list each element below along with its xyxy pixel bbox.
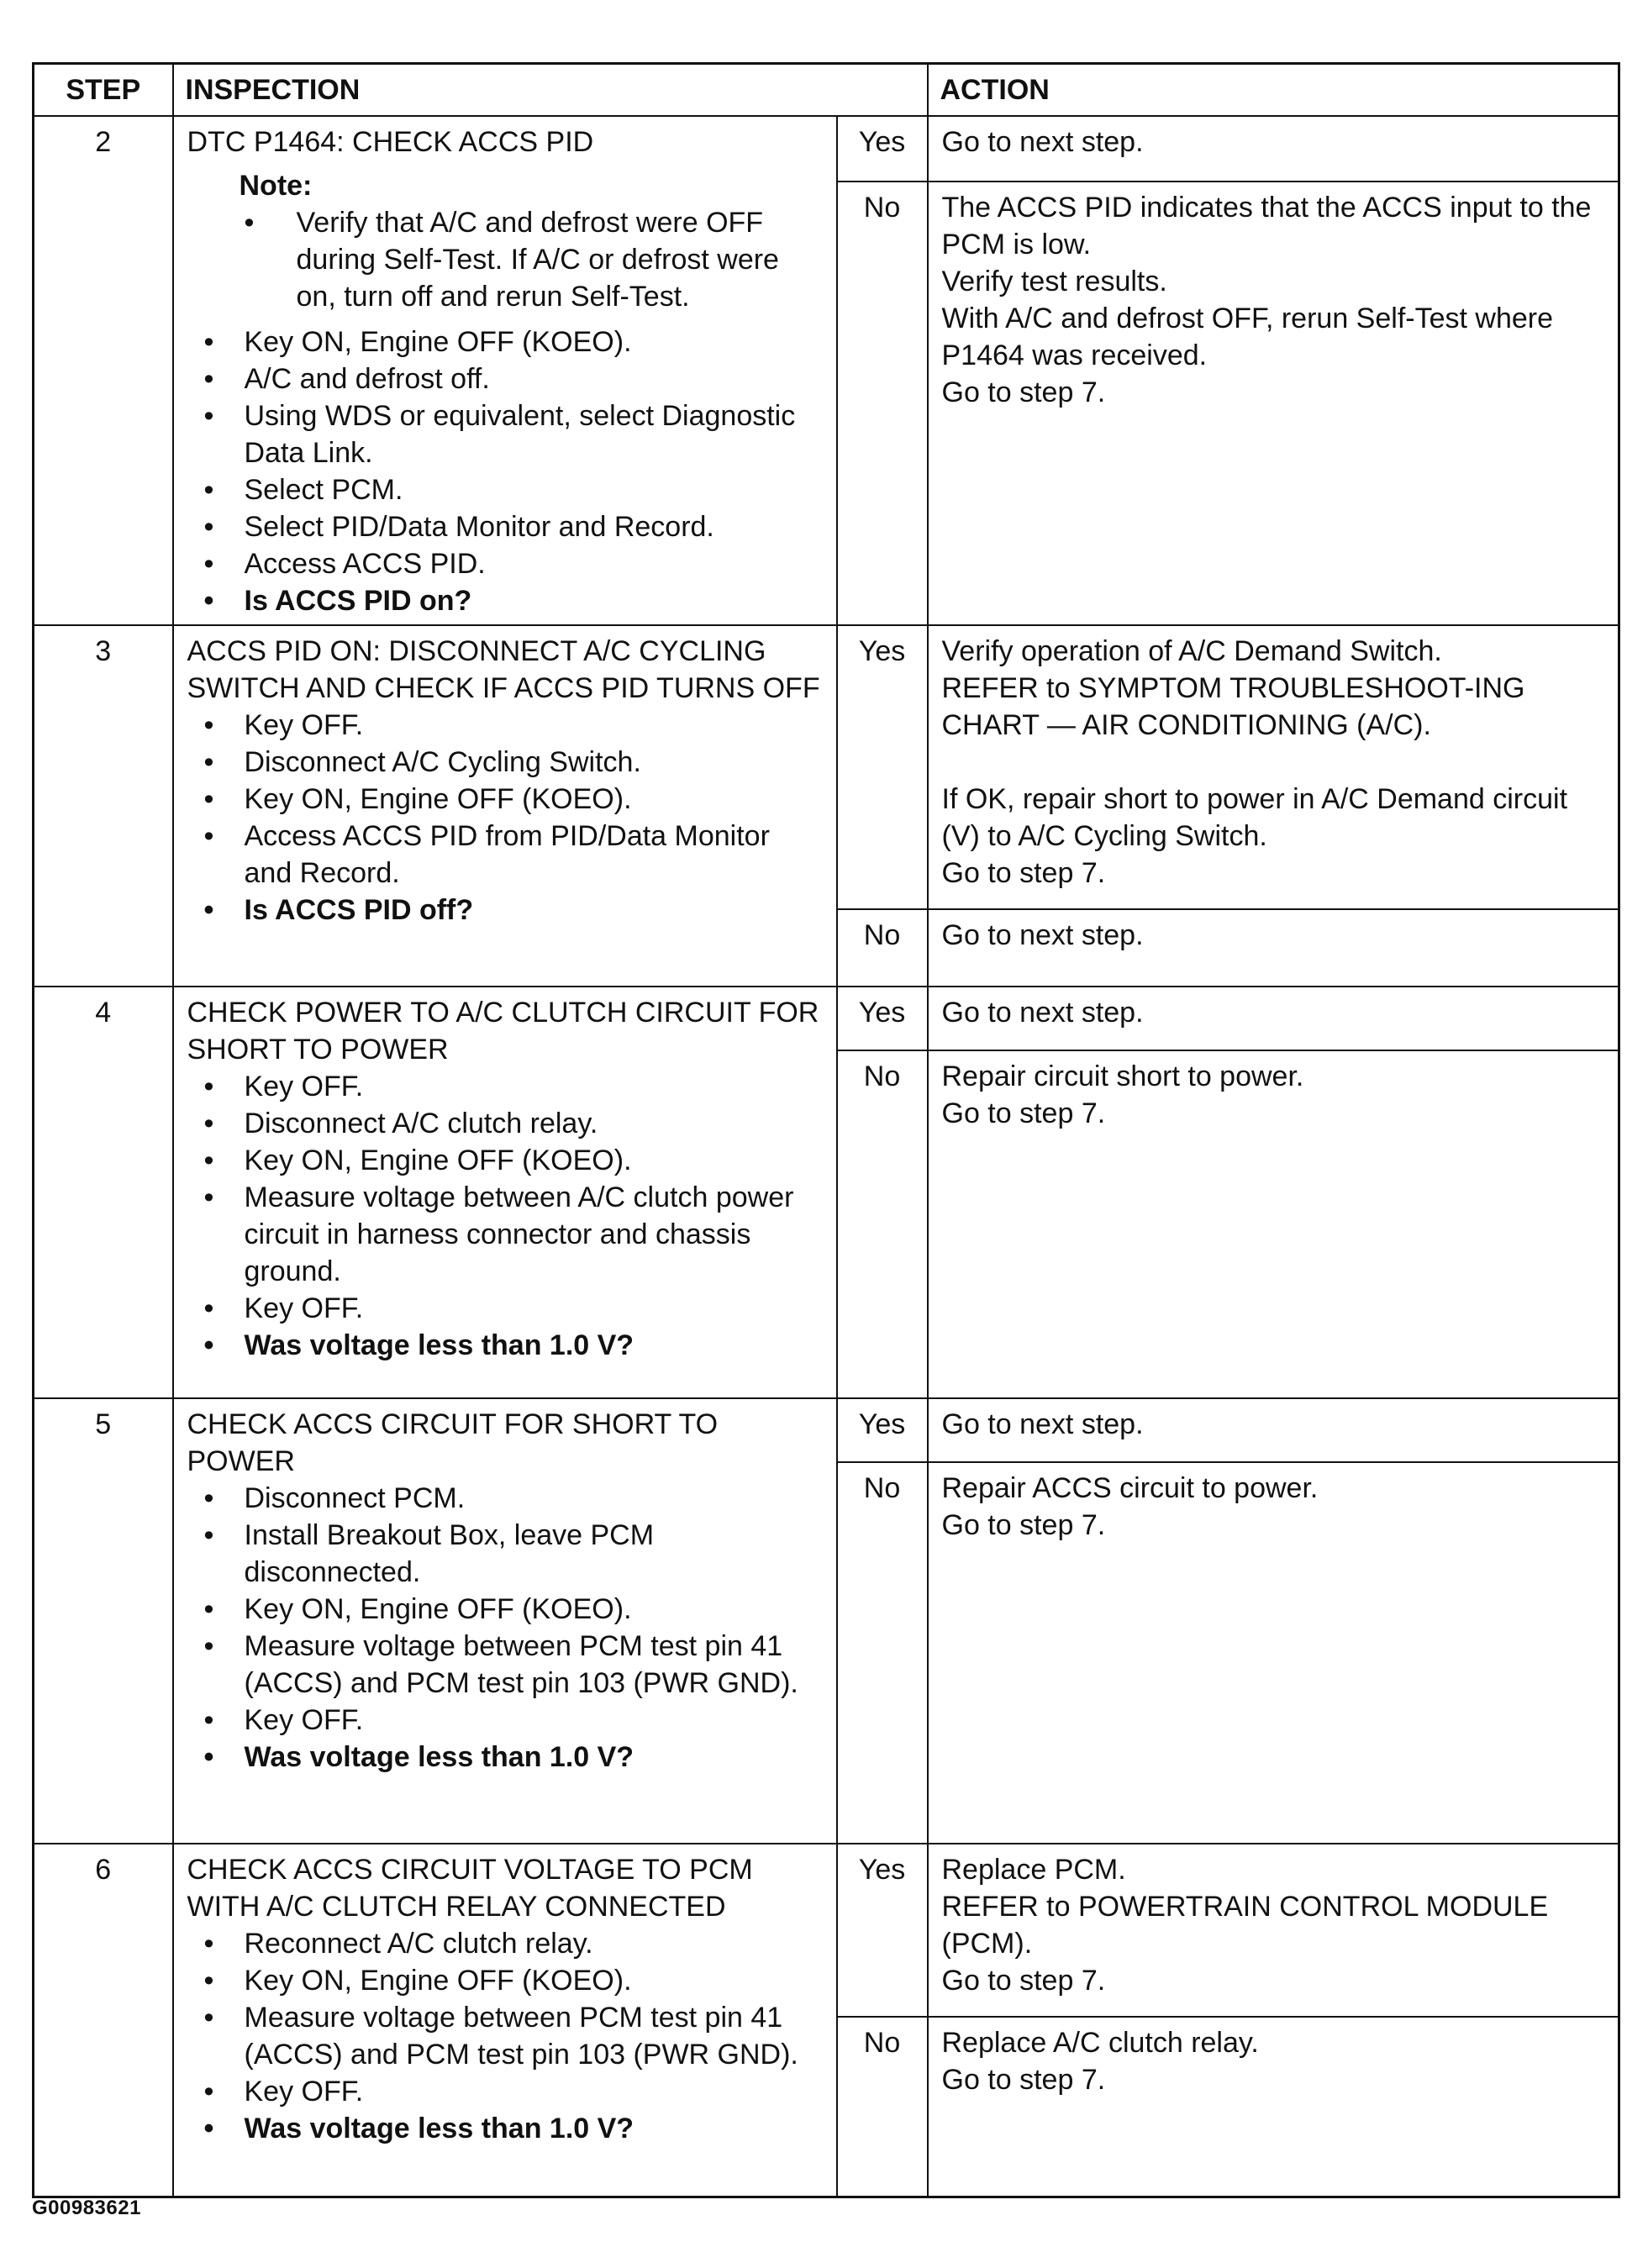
action-line: Replace PCM. (941, 1854, 1126, 1886)
procedure-item: • Select PCM. (187, 471, 824, 508)
decision-question: • Is ACCS PID off? (187, 892, 824, 929)
action-line: Go to step 7. (941, 2064, 1106, 2096)
action-line: Go to next step. (941, 126, 1144, 158)
procedure-item: • Key ON, Engine OFF (KOEO). (187, 1142, 824, 1179)
procedure-list (187, 324, 824, 619)
no-action (928, 2017, 1619, 2197)
decision-question: • Was voltage less than 1.0 V? (187, 1739, 824, 1776)
no-action (928, 1050, 1619, 1398)
procedure-item: • Disconnect A/C clutch relay. (187, 1105, 824, 1142)
action-line: REFER to SYMPTOM TROUBLESHOOT-ING CHART — AIR CONDITIONING (A/C). (941, 672, 1525, 741)
step-number: 6 (34, 1844, 173, 2197)
yes-action (928, 1844, 1619, 2017)
no-label: No (837, 182, 928, 625)
action-line: Go to step 7. (941, 1097, 1106, 1129)
step-5-inspection (173, 1398, 837, 1844)
yes-label: Yes (837, 987, 928, 1050)
step-6-yes-row (34, 1844, 1619, 2017)
procedure-item: • Measure voltage between PCM test pin 41 (ACCS) and PCM test pin 103 (PWR GND). (187, 1628, 824, 1702)
decision-question: • Is ACCS PID on? (187, 582, 824, 619)
step-2-inspection (173, 116, 837, 625)
procedure-item: • Key OFF. (187, 2073, 824, 2110)
yes-label: Yes (837, 116, 928, 182)
action-line: The ACCS PID indicates that the ACCS input to the PCM is low. (941, 191, 1592, 260)
step-4-yes-row (34, 987, 1619, 1050)
action-line: Replace A/C clutch relay. (941, 2027, 1259, 2059)
yes-label: Yes (837, 1844, 928, 2017)
procedure-item: • Key OFF. (187, 1068, 824, 1105)
action-line: Go to step 7. (941, 1509, 1106, 1541)
diagnostic-table-page (32, 62, 1620, 2198)
procedure-item: • Disconnect A/C Cycling Switch. (187, 744, 824, 781)
step-5-yes-row (34, 1398, 1619, 1462)
action-line: Verify operation of A/C Demand Switch. (941, 635, 1442, 667)
procedure-item: • Key OFF. (187, 1702, 824, 1739)
step-6-inspection (173, 1844, 837, 2197)
procedure-item: • Key OFF. (187, 707, 824, 744)
procedure-item: • Key OFF. (187, 1290, 824, 1327)
no-action (928, 1462, 1619, 1844)
action-spacer (942, 744, 1607, 781)
figure-id: G00983621 (32, 2197, 141, 2219)
note-block (240, 167, 824, 315)
yes-action (928, 116, 1619, 182)
yes-action (928, 1398, 1619, 1462)
action-line: Go to next step. (941, 997, 1144, 1029)
decision-question: • Was voltage less than 1.0 V? (187, 1327, 824, 1364)
action-line: REFER to POWERTRAIN CONTROL MODULE (PCM). (941, 1891, 1549, 1960)
procedure-item: • Measure voltage between PCM test pin 41 (ACCS) and PCM test pin 103 (PWR GND). (187, 1999, 824, 2073)
action-line: With A/C and defrost OFF, rerun Self-Test where P1464 was received. (941, 302, 1553, 371)
yes-label: Yes (837, 1398, 928, 1462)
no-label: No (837, 909, 928, 987)
note-item: • Verify that A/C and defrost were OFF during Self-Test. If A/C or defrost were on, turn off and rerun Self-Test. (240, 204, 824, 315)
step-2-yes-row (34, 116, 1619, 182)
no-action (928, 182, 1619, 625)
action-line: If OK, repair short to power in A/C Demand circuit (V) to A/C Cycling Switch. (941, 783, 1568, 852)
yes-action (928, 625, 1619, 909)
header-inspection: INSPECTION (173, 64, 928, 117)
action-line: Go to step 7. (941, 1965, 1106, 1997)
step-title: DTC P1464: CHECK ACCS PID (187, 126, 594, 158)
no-label: No (837, 1050, 928, 1398)
procedure-item: • Key ON, Engine OFF (KOEO). (187, 324, 824, 360)
procedure-list (187, 707, 824, 929)
procedure-item: • Select PID/Data Monitor and Record. (187, 508, 824, 545)
procedure-item: • A/C and defrost off. (187, 360, 824, 397)
procedure-list (187, 1068, 824, 1364)
step-number: 5 (34, 1398, 173, 1844)
action-line: Verify test results. (941, 265, 1167, 297)
action-line: Go to next step. (941, 919, 1144, 951)
procedure-item: • Reconnect A/C clutch relay. (187, 1925, 824, 1962)
no-label: No (837, 2017, 928, 2197)
action-line: Go to step 7. (941, 376, 1106, 408)
no-action (928, 909, 1619, 987)
no-label: No (837, 1462, 928, 1844)
step-4-inspection (173, 987, 837, 1398)
step-title: CHECK POWER TO A/C CLUTCH CIRCUIT FOR SHORT TO POWER (187, 997, 819, 1066)
procedure-item: • Access ACCS PID. (187, 545, 824, 582)
procedure-item: • Key ON, Engine OFF (KOEO). (187, 781, 824, 818)
procedure-item: • Key ON, Engine OFF (KOEO). (187, 1591, 824, 1628)
step-3-yes-row (34, 625, 1619, 909)
header-step: STEP (34, 64, 173, 117)
header-action: ACTION (928, 64, 1619, 117)
pinpoint-test-table (32, 62, 1620, 2198)
action-line: Repair circuit short to power. (941, 1060, 1304, 1092)
step-title: ACCS PID ON: DISCONNECT A/C CYCLING SWITCH AND CHECK IF ACCS PID TURNS OFF (187, 635, 820, 704)
step-number: 2 (34, 116, 173, 625)
step-title: CHECK ACCS CIRCUIT FOR SHORT TO POWER (187, 1408, 719, 1477)
decision-question: • Was voltage less than 1.0 V? (187, 2110, 824, 2147)
header-row (34, 64, 1619, 117)
procedure-item: • Disconnect PCM. (187, 1480, 824, 1517)
procedure-item: • Measure voltage between A/C clutch power circuit in harness connector and chassis ground. (187, 1179, 824, 1290)
step-3-inspection (173, 625, 837, 987)
step-number: 3 (34, 625, 173, 987)
yes-label: Yes (837, 625, 928, 909)
procedure-item: • Key ON, Engine OFF (KOEO). (187, 1962, 824, 1999)
yes-action (928, 987, 1619, 1050)
action-line: Go to next step. (941, 1408, 1144, 1440)
procedure-list (187, 1480, 824, 1776)
action-line: Go to step 7. (941, 857, 1106, 889)
procedure-item: • Access ACCS PID from PID/Data Monitor and Record. (187, 818, 824, 892)
procedure-list (187, 1925, 824, 2147)
step-number: 4 (34, 987, 173, 1398)
note-label: Note: (239, 170, 313, 202)
step-title: CHECK ACCS CIRCUIT VOLTAGE TO PCM WITH A/C CLUTCH RELAY CONNECTED (187, 1854, 753, 1923)
procedure-item: • Using WDS or equivalent, select Diagnostic Data Link. (187, 397, 824, 471)
procedure-item: • Install Breakout Box, leave PCM disconnected. (187, 1517, 824, 1591)
action-line: Repair ACCS circuit to power. (941, 1472, 1319, 1504)
